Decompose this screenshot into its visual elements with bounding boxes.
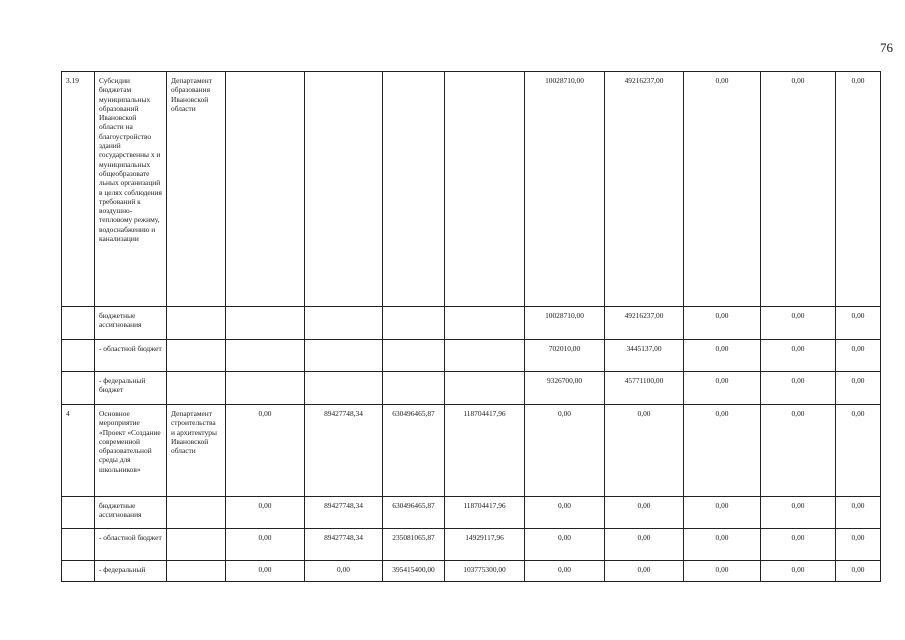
value-cell: 3445137,00: [605, 340, 684, 372]
value-cell: 0,00: [684, 561, 761, 582]
value-cell: [305, 340, 383, 372]
value-cell: 103775300,00: [445, 561, 525, 582]
value-cell: 49216237,00: [605, 72, 684, 307]
row-number-cell: 4: [62, 405, 95, 497]
value-cell: 0,00: [836, 529, 881, 561]
table-row: [62, 340, 881, 372]
row-executor-cell: [167, 307, 226, 340]
value-cell: 45771100,00: [605, 372, 684, 405]
value-cell: 14929117,96: [445, 529, 525, 561]
row-name-cell: бюджетные ассигнования: [95, 497, 167, 529]
value-cell: [445, 340, 525, 372]
value-cell: 0,00: [836, 340, 881, 372]
value-cell: 0,00: [305, 561, 383, 582]
value-cell: [226, 372, 305, 405]
value-cell: 118704417,96: [445, 497, 525, 529]
value-cell: 0,00: [226, 529, 305, 561]
value-cell: [383, 340, 445, 372]
page-number: 76: [880, 40, 893, 55]
table-row: [62, 561, 881, 582]
value-cell: 0,00: [605, 405, 684, 497]
row-number-cell: [62, 340, 95, 372]
row-number-cell: [62, 529, 95, 561]
value-cell: 0,00: [836, 405, 881, 497]
value-cell: 0,00: [761, 561, 836, 582]
value-cell: [445, 72, 525, 307]
value-cell: 0,00: [226, 497, 305, 529]
value-cell: 630496465,87: [383, 497, 445, 529]
table-row: [62, 72, 881, 307]
value-cell: 0,00: [226, 405, 305, 497]
value-cell: 0,00: [525, 561, 605, 582]
row-name-cell: Субсидии бюджетам муниципальных образований Ивановской области на благоустройство зданий государственны х и муниципальных общеобразовате льных организаций в целях соблюдения требований к воздушно-тепловому режиму, водоснабжению и канализации: [95, 72, 167, 307]
value-cell: 702010,00: [525, 340, 605, 372]
value-cell: 0,00: [761, 307, 836, 340]
value-cell: 395415400,00: [383, 561, 445, 582]
value-cell: 0,00: [605, 497, 684, 529]
value-cell: 0,00: [836, 372, 881, 405]
value-cell: 0,00: [836, 72, 881, 307]
value-cell: 89427748,34: [305, 529, 383, 561]
row-name-cell: - федеральный: [95, 561, 167, 582]
value-cell: 0,00: [605, 561, 684, 582]
row-name-cell: Основное мероприятие «Проект «Создание современной образовательной среды для школьников»: [95, 405, 167, 497]
table-row: [62, 307, 881, 340]
value-cell: 0,00: [761, 340, 836, 372]
value-cell: 0,00: [684, 372, 761, 405]
value-cell: 0,00: [684, 405, 761, 497]
row-name-cell: бюджетные ассигнования: [95, 307, 167, 340]
row-name-cell: - федеральный бюджет: [95, 372, 167, 405]
value-cell: 89427748,34: [305, 497, 383, 529]
value-cell: 235081065,87: [383, 529, 445, 561]
value-cell: [445, 372, 525, 405]
value-cell: 0,00: [684, 497, 761, 529]
value-cell: [305, 72, 383, 307]
value-cell: [226, 72, 305, 307]
row-number-cell: [62, 307, 95, 340]
table-row: [62, 372, 881, 405]
row-number-cell: [62, 561, 95, 582]
budget-table: [61, 71, 881, 582]
value-cell: 0,00: [761, 529, 836, 561]
row-number-cell: 3.19: [62, 72, 95, 307]
value-cell: 0,00: [836, 561, 881, 582]
value-cell: 0,00: [684, 72, 761, 307]
value-cell: 0,00: [761, 497, 836, 529]
row-executor-cell: [167, 561, 226, 582]
value-cell: 0,00: [761, 72, 836, 307]
value-cell: [226, 307, 305, 340]
value-cell: [383, 372, 445, 405]
value-cell: 9326700,00: [525, 372, 605, 405]
value-cell: 0,00: [761, 405, 836, 497]
value-cell: 0,00: [525, 497, 605, 529]
value-cell: 0,00: [684, 307, 761, 340]
value-cell: 10028710,00: [525, 307, 605, 340]
value-cell: 0,00: [836, 307, 881, 340]
value-cell: 0,00: [525, 405, 605, 497]
row-executor-cell: [167, 340, 226, 372]
value-cell: 118704417,96: [445, 405, 525, 497]
value-cell: 0,00: [226, 561, 305, 582]
value-cell: 0,00: [836, 497, 881, 529]
value-cell: [445, 307, 525, 340]
value-cell: [305, 307, 383, 340]
row-executor-cell: [167, 529, 226, 561]
value-cell: 89427748,34: [305, 405, 383, 497]
value-cell: 0,00: [684, 529, 761, 561]
row-name-cell: - областной бюджет: [95, 340, 167, 372]
row-executor-cell: Департамент строительства и архитектуры Ивановской области: [167, 405, 226, 497]
value-cell: 49216237,00: [605, 307, 684, 340]
value-cell: 0,00: [684, 340, 761, 372]
value-cell: [383, 72, 445, 307]
value-cell: 0,00: [605, 529, 684, 561]
value-cell: 10028710,00: [525, 72, 605, 307]
table-row: [62, 529, 881, 561]
row-number-cell: [62, 497, 95, 529]
row-executor-cell: [167, 497, 226, 529]
value-cell: 0,00: [525, 529, 605, 561]
value-cell: [226, 340, 305, 372]
row-executor-cell: [167, 372, 226, 405]
row-number-cell: [62, 372, 95, 405]
value-cell: 0,00: [761, 372, 836, 405]
row-name-cell: - областной бюджет: [95, 529, 167, 561]
value-cell: [383, 307, 445, 340]
value-cell: [305, 372, 383, 405]
row-executor-cell: Департамент образования Ивановской области: [167, 72, 226, 307]
value-cell: 630496465,87: [383, 405, 445, 497]
table-row: [62, 497, 881, 529]
table-row: [62, 405, 881, 497]
